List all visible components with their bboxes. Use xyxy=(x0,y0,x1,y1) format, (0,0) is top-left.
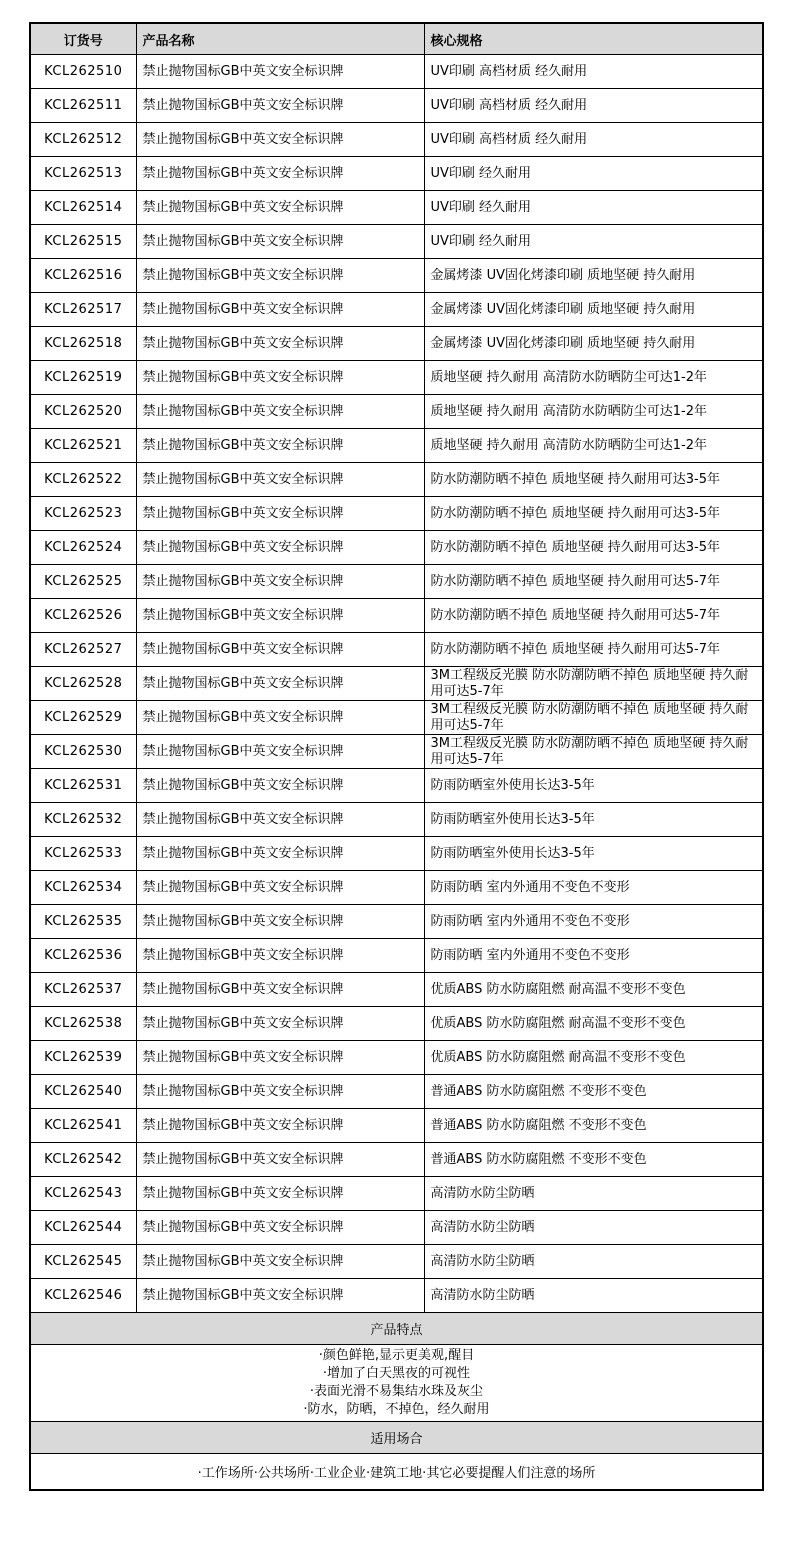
table-row xyxy=(30,55,763,89)
table-cell-spec: 优质ABS 防水防腐阻燃 耐高温不变形不变色 xyxy=(424,1007,763,1041)
table-row xyxy=(30,361,763,395)
table-cell-sku: KCL262512 xyxy=(30,123,136,157)
table-cell-name: 禁止抛物国标GB中英文安全标识牌 xyxy=(136,1211,424,1245)
table-cell-name: 禁止抛物国标GB中英文安全标识牌 xyxy=(136,1041,424,1075)
product-spec-table xyxy=(29,22,764,1491)
table-row xyxy=(30,225,763,259)
table-cell-sku: KCL262528 xyxy=(30,667,136,701)
table-cell-spec: 普通ABS 防水防腐阻燃 不变形不变色 xyxy=(424,1143,763,1177)
table-row xyxy=(30,939,763,973)
table-row xyxy=(30,1211,763,1245)
table-cell-spec: UV印刷 高档材质 经久耐用 xyxy=(424,123,763,157)
table-cell-name: 禁止抛物国标GB中英文安全标识牌 xyxy=(136,497,424,531)
table-cell-sku: KCL262536 xyxy=(30,939,136,973)
table-cell-spec: 防雨防晒 室内外通用不变色不变形 xyxy=(424,905,763,939)
table-row xyxy=(30,1075,763,1109)
table-cell-spec: 金属烤漆 UV固化烤漆印刷 质地坚硬 持久耐用 xyxy=(424,259,763,293)
table-cell-sku: KCL262533 xyxy=(30,837,136,871)
table-row xyxy=(30,1041,763,1075)
table-cell-sku: KCL262519 xyxy=(30,361,136,395)
table-cell-sku: KCL262520 xyxy=(30,395,136,429)
table-cell-spec: 3M工程级反光膜 防水防潮防晒不掉色 质地坚硬 持久耐用可达5-7年 xyxy=(424,735,763,769)
table-row xyxy=(30,667,763,701)
features-section-header xyxy=(30,1313,763,1345)
table-cell-spec: 防雨防晒室外使用长达3-5年 xyxy=(424,837,763,871)
table-cell-name: 禁止抛物国标GB中英文安全标识牌 xyxy=(136,531,424,565)
table-cell-name: 禁止抛物国标GB中英文安全标识牌 xyxy=(136,667,424,701)
table-cell-name: 禁止抛物国标GB中英文安全标识牌 xyxy=(136,871,424,905)
table-row xyxy=(30,633,763,667)
table-cell-spec: 防水防潮防晒不掉色 质地坚硬 持久耐用可达3-5年 xyxy=(424,463,763,497)
table-cell-sku: KCL262526 xyxy=(30,599,136,633)
table-cell-sku: KCL262522 xyxy=(30,463,136,497)
table-cell-name: 禁止抛物国标GB中英文安全标识牌 xyxy=(136,1279,424,1313)
table-cell-spec: 防雨防晒室外使用长达3-5年 xyxy=(424,769,763,803)
table-cell-name: 禁止抛物国标GB中英文安全标识牌 xyxy=(136,1007,424,1041)
table-cell-name: 禁止抛物国标GB中英文安全标识牌 xyxy=(136,939,424,973)
table-cell-sku: KCL262516 xyxy=(30,259,136,293)
table-row xyxy=(30,157,763,191)
column-header-name: 产品名称 xyxy=(136,23,424,55)
table-cell-sku: KCL262538 xyxy=(30,1007,136,1041)
table-row xyxy=(30,1279,763,1313)
header-row xyxy=(30,23,763,55)
table-cell-spec: 防水防潮防晒不掉色 质地坚硬 持久耐用可达5-7年 xyxy=(424,565,763,599)
table-row xyxy=(30,1007,763,1041)
table-cell-sku: KCL262521 xyxy=(30,429,136,463)
table-cell-name: 禁止抛物国标GB中英文安全标识牌 xyxy=(136,803,424,837)
table-cell-spec: UV印刷 经久耐用 xyxy=(424,157,763,191)
features-content-row xyxy=(30,1345,763,1422)
table-cell-sku: KCL262510 xyxy=(30,55,136,89)
table-cell-spec: 高清防水防尘防晒 xyxy=(424,1177,763,1211)
table-row xyxy=(30,395,763,429)
table-cell-name: 禁止抛物国标GB中英文安全标识牌 xyxy=(136,259,424,293)
occasions-title: 适用场合 xyxy=(30,1422,763,1454)
table-cell-name: 禁止抛物国标GB中英文安全标识牌 xyxy=(136,905,424,939)
table-cell-name: 禁止抛物国标GB中英文安全标识牌 xyxy=(136,837,424,871)
table-row xyxy=(30,1143,763,1177)
feature-item: ·颜色鲜艳,显示更美观,醒目 xyxy=(318,1348,475,1363)
table-cell-sku: KCL262513 xyxy=(30,157,136,191)
table-cell-name: 禁止抛物国标GB中英文安全标识牌 xyxy=(136,1143,424,1177)
table-row xyxy=(30,701,763,735)
table-cell-sku: KCL262537 xyxy=(30,973,136,1007)
feature-item: ·表面光滑不易集结水珠及灰尘 xyxy=(309,1384,484,1399)
table-cell-name: 禁止抛物国标GB中英文安全标识牌 xyxy=(136,463,424,497)
table-row xyxy=(30,191,763,225)
table-cell-spec: 高清防水防尘防晒 xyxy=(424,1211,763,1245)
table-cell-spec: 普通ABS 防水防腐阻燃 不变形不变色 xyxy=(424,1075,763,1109)
table-cell-name: 禁止抛物国标GB中英文安全标识牌 xyxy=(136,1075,424,1109)
table-row xyxy=(30,1245,763,1279)
table-cell-name: 禁止抛物国标GB中英文安全标识牌 xyxy=(136,1177,424,1211)
table-row xyxy=(30,463,763,497)
table-cell-sku: KCL262546 xyxy=(30,1279,136,1313)
table-cell-spec: UV印刷 高档材质 经久耐用 xyxy=(424,55,763,89)
table-row xyxy=(30,871,763,905)
table-cell-name: 禁止抛物国标GB中英文安全标识牌 xyxy=(136,633,424,667)
features-content xyxy=(30,1345,763,1422)
table-row xyxy=(30,769,763,803)
table-cell-spec: 金属烤漆 UV固化烤漆印刷 质地坚硬 持久耐用 xyxy=(424,327,763,361)
table-cell-sku: KCL262531 xyxy=(30,769,136,803)
table-cell-spec: 质地坚硬 持久耐用 高清防水防晒防尘可达1-2年 xyxy=(424,429,763,463)
table-row xyxy=(30,123,763,157)
table-cell-name: 禁止抛物国标GB中英文安全标识牌 xyxy=(136,769,424,803)
table-cell-sku: KCL262541 xyxy=(30,1109,136,1143)
table-cell-name: 禁止抛物国标GB中英文安全标识牌 xyxy=(136,327,424,361)
table-cell-sku: KCL262525 xyxy=(30,565,136,599)
table-row xyxy=(30,259,763,293)
column-header-spec: 核心规格 xyxy=(424,23,763,55)
table-cell-sku: KCL262515 xyxy=(30,225,136,259)
features-title: 产品特点 xyxy=(30,1313,763,1345)
table-row xyxy=(30,497,763,531)
table-cell-spec: 3M工程级反光膜 防水防潮防晒不掉色 质地坚硬 持久耐用可达5-7年 xyxy=(424,667,763,701)
table-cell-sku: KCL262542 xyxy=(30,1143,136,1177)
table-row xyxy=(30,89,763,123)
table-cell-sku: KCL262534 xyxy=(30,871,136,905)
table-cell-name: 禁止抛物国标GB中英文安全标识牌 xyxy=(136,123,424,157)
table-row xyxy=(30,905,763,939)
table-cell-sku: KCL262532 xyxy=(30,803,136,837)
table-row xyxy=(30,973,763,1007)
occasions-content-row xyxy=(30,1454,763,1491)
table-cell-name: 禁止抛物国标GB中英文安全标识牌 xyxy=(136,599,424,633)
table-cell-name: 禁止抛物国标GB中英文安全标识牌 xyxy=(136,1245,424,1279)
table-row xyxy=(30,531,763,565)
table-cell-sku: KCL262518 xyxy=(30,327,136,361)
table-cell-name: 禁止抛物国标GB中英文安全标识牌 xyxy=(136,1109,424,1143)
table-cell-spec: 防水防潮防晒不掉色 质地坚硬 持久耐用可达5-7年 xyxy=(424,633,763,667)
table-cell-spec: 防雨防晒 室内外通用不变色不变形 xyxy=(424,871,763,905)
table-row xyxy=(30,293,763,327)
table-cell-spec: 质地坚硬 持久耐用 高清防水防晒防尘可达1-2年 xyxy=(424,361,763,395)
table-cell-sku: KCL262524 xyxy=(30,531,136,565)
table-cell-name: 禁止抛物国标GB中英文安全标识牌 xyxy=(136,565,424,599)
table-row xyxy=(30,429,763,463)
product-table-body xyxy=(30,55,763,1313)
table-cell-name: 禁止抛物国标GB中英文安全标识牌 xyxy=(136,395,424,429)
table-header xyxy=(30,23,763,55)
table-cell-sku: KCL262511 xyxy=(30,89,136,123)
feature-item: ·防水，防晒，不掉色，经久耐用 xyxy=(303,1402,490,1417)
table-row xyxy=(30,837,763,871)
table-row xyxy=(30,1177,763,1211)
occasions-section-header xyxy=(30,1422,763,1454)
table-cell-name: 禁止抛物国标GB中英文安全标识牌 xyxy=(136,191,424,225)
table-cell-name: 禁止抛物国标GB中英文安全标识牌 xyxy=(136,55,424,89)
table-cell-sku: KCL262540 xyxy=(30,1075,136,1109)
table-cell-name: 禁止抛物国标GB中英文安全标识牌 xyxy=(136,429,424,463)
table-cell-spec: 金属烤漆 UV固化烤漆印刷 质地坚硬 持久耐用 xyxy=(424,293,763,327)
table-cell-spec: 高清防水防尘防晒 xyxy=(424,1245,763,1279)
table-cell-sku: KCL262517 xyxy=(30,293,136,327)
table-cell-name: 禁止抛物国标GB中英文安全标识牌 xyxy=(136,973,424,1007)
table-cell-spec: 防水防潮防晒不掉色 质地坚硬 持久耐用可达5-7年 xyxy=(424,599,763,633)
table-cell-spec: 优质ABS 防水防腐阻燃 耐高温不变形不变色 xyxy=(424,1041,763,1075)
table-cell-sku: KCL262544 xyxy=(30,1211,136,1245)
table-row xyxy=(30,803,763,837)
table-cell-name: 禁止抛物国标GB中英文安全标识牌 xyxy=(136,157,424,191)
table-cell-sku: KCL262529 xyxy=(30,701,136,735)
table-cell-sku: KCL262539 xyxy=(30,1041,136,1075)
table-cell-spec: 防水防潮防晒不掉色 质地坚硬 持久耐用可达3-5年 xyxy=(424,497,763,531)
table-cell-spec: 高清防水防尘防晒 xyxy=(424,1279,763,1313)
table-cell-spec: 3M工程级反光膜 防水防潮防晒不掉色 质地坚硬 持久耐用可达5-7年 xyxy=(424,701,763,735)
table-row xyxy=(30,735,763,769)
table-cell-sku: KCL262543 xyxy=(30,1177,136,1211)
column-header-sku: 订货号 xyxy=(30,23,136,55)
table-cell-spec: 防水防潮防晒不掉色 质地坚硬 持久耐用可达3-5年 xyxy=(424,531,763,565)
table-cell-spec: 普通ABS 防水防腐阻燃 不变形不变色 xyxy=(424,1109,763,1143)
table-cell-name: 禁止抛物国标GB中英文安全标识牌 xyxy=(136,361,424,395)
table-cell-name: 禁止抛物国标GB中英文安全标识牌 xyxy=(136,735,424,769)
table-cell-name: 禁止抛物国标GB中英文安全标识牌 xyxy=(136,293,424,327)
table-cell-name: 禁止抛物国标GB中英文安全标识牌 xyxy=(136,701,424,735)
table-cell-sku: KCL262527 xyxy=(30,633,136,667)
feature-item: ·增加了白天黑夜的可视性 xyxy=(322,1366,471,1381)
table-cell-spec: 防雨防晒 室内外通用不变色不变形 xyxy=(424,939,763,973)
table-cell-sku: KCL262530 xyxy=(30,735,136,769)
table-row xyxy=(30,565,763,599)
table-cell-spec: 质地坚硬 持久耐用 高清防水防晒防尘可达1-2年 xyxy=(424,395,763,429)
table-cell-spec: UV印刷 经久耐用 xyxy=(424,191,763,225)
table-row xyxy=(30,599,763,633)
table-cell-spec: 优质ABS 防水防腐阻燃 耐高温不变形不变色 xyxy=(424,973,763,1007)
occasions-content: ·工作场所·公共场所·工业企业·建筑工地·其它必要提醒人们注意的场所 xyxy=(30,1454,763,1491)
table-row xyxy=(30,327,763,361)
table-cell-spec: 防雨防晒室外使用长达3-5年 xyxy=(424,803,763,837)
table-cell-sku: KCL262535 xyxy=(30,905,136,939)
table-cell-name: 禁止抛物国标GB中英文安全标识牌 xyxy=(136,225,424,259)
table-footer-sections xyxy=(30,1313,763,1491)
table-cell-sku: KCL262523 xyxy=(30,497,136,531)
table-cell-name: 禁止抛物国标GB中英文安全标识牌 xyxy=(136,89,424,123)
table-cell-spec: UV印刷 经久耐用 xyxy=(424,225,763,259)
table-cell-spec: UV印刷 高档材质 经久耐用 xyxy=(424,89,763,123)
table-cell-sku: KCL262545 xyxy=(30,1245,136,1279)
table-row xyxy=(30,1109,763,1143)
table-cell-sku: KCL262514 xyxy=(30,191,136,225)
